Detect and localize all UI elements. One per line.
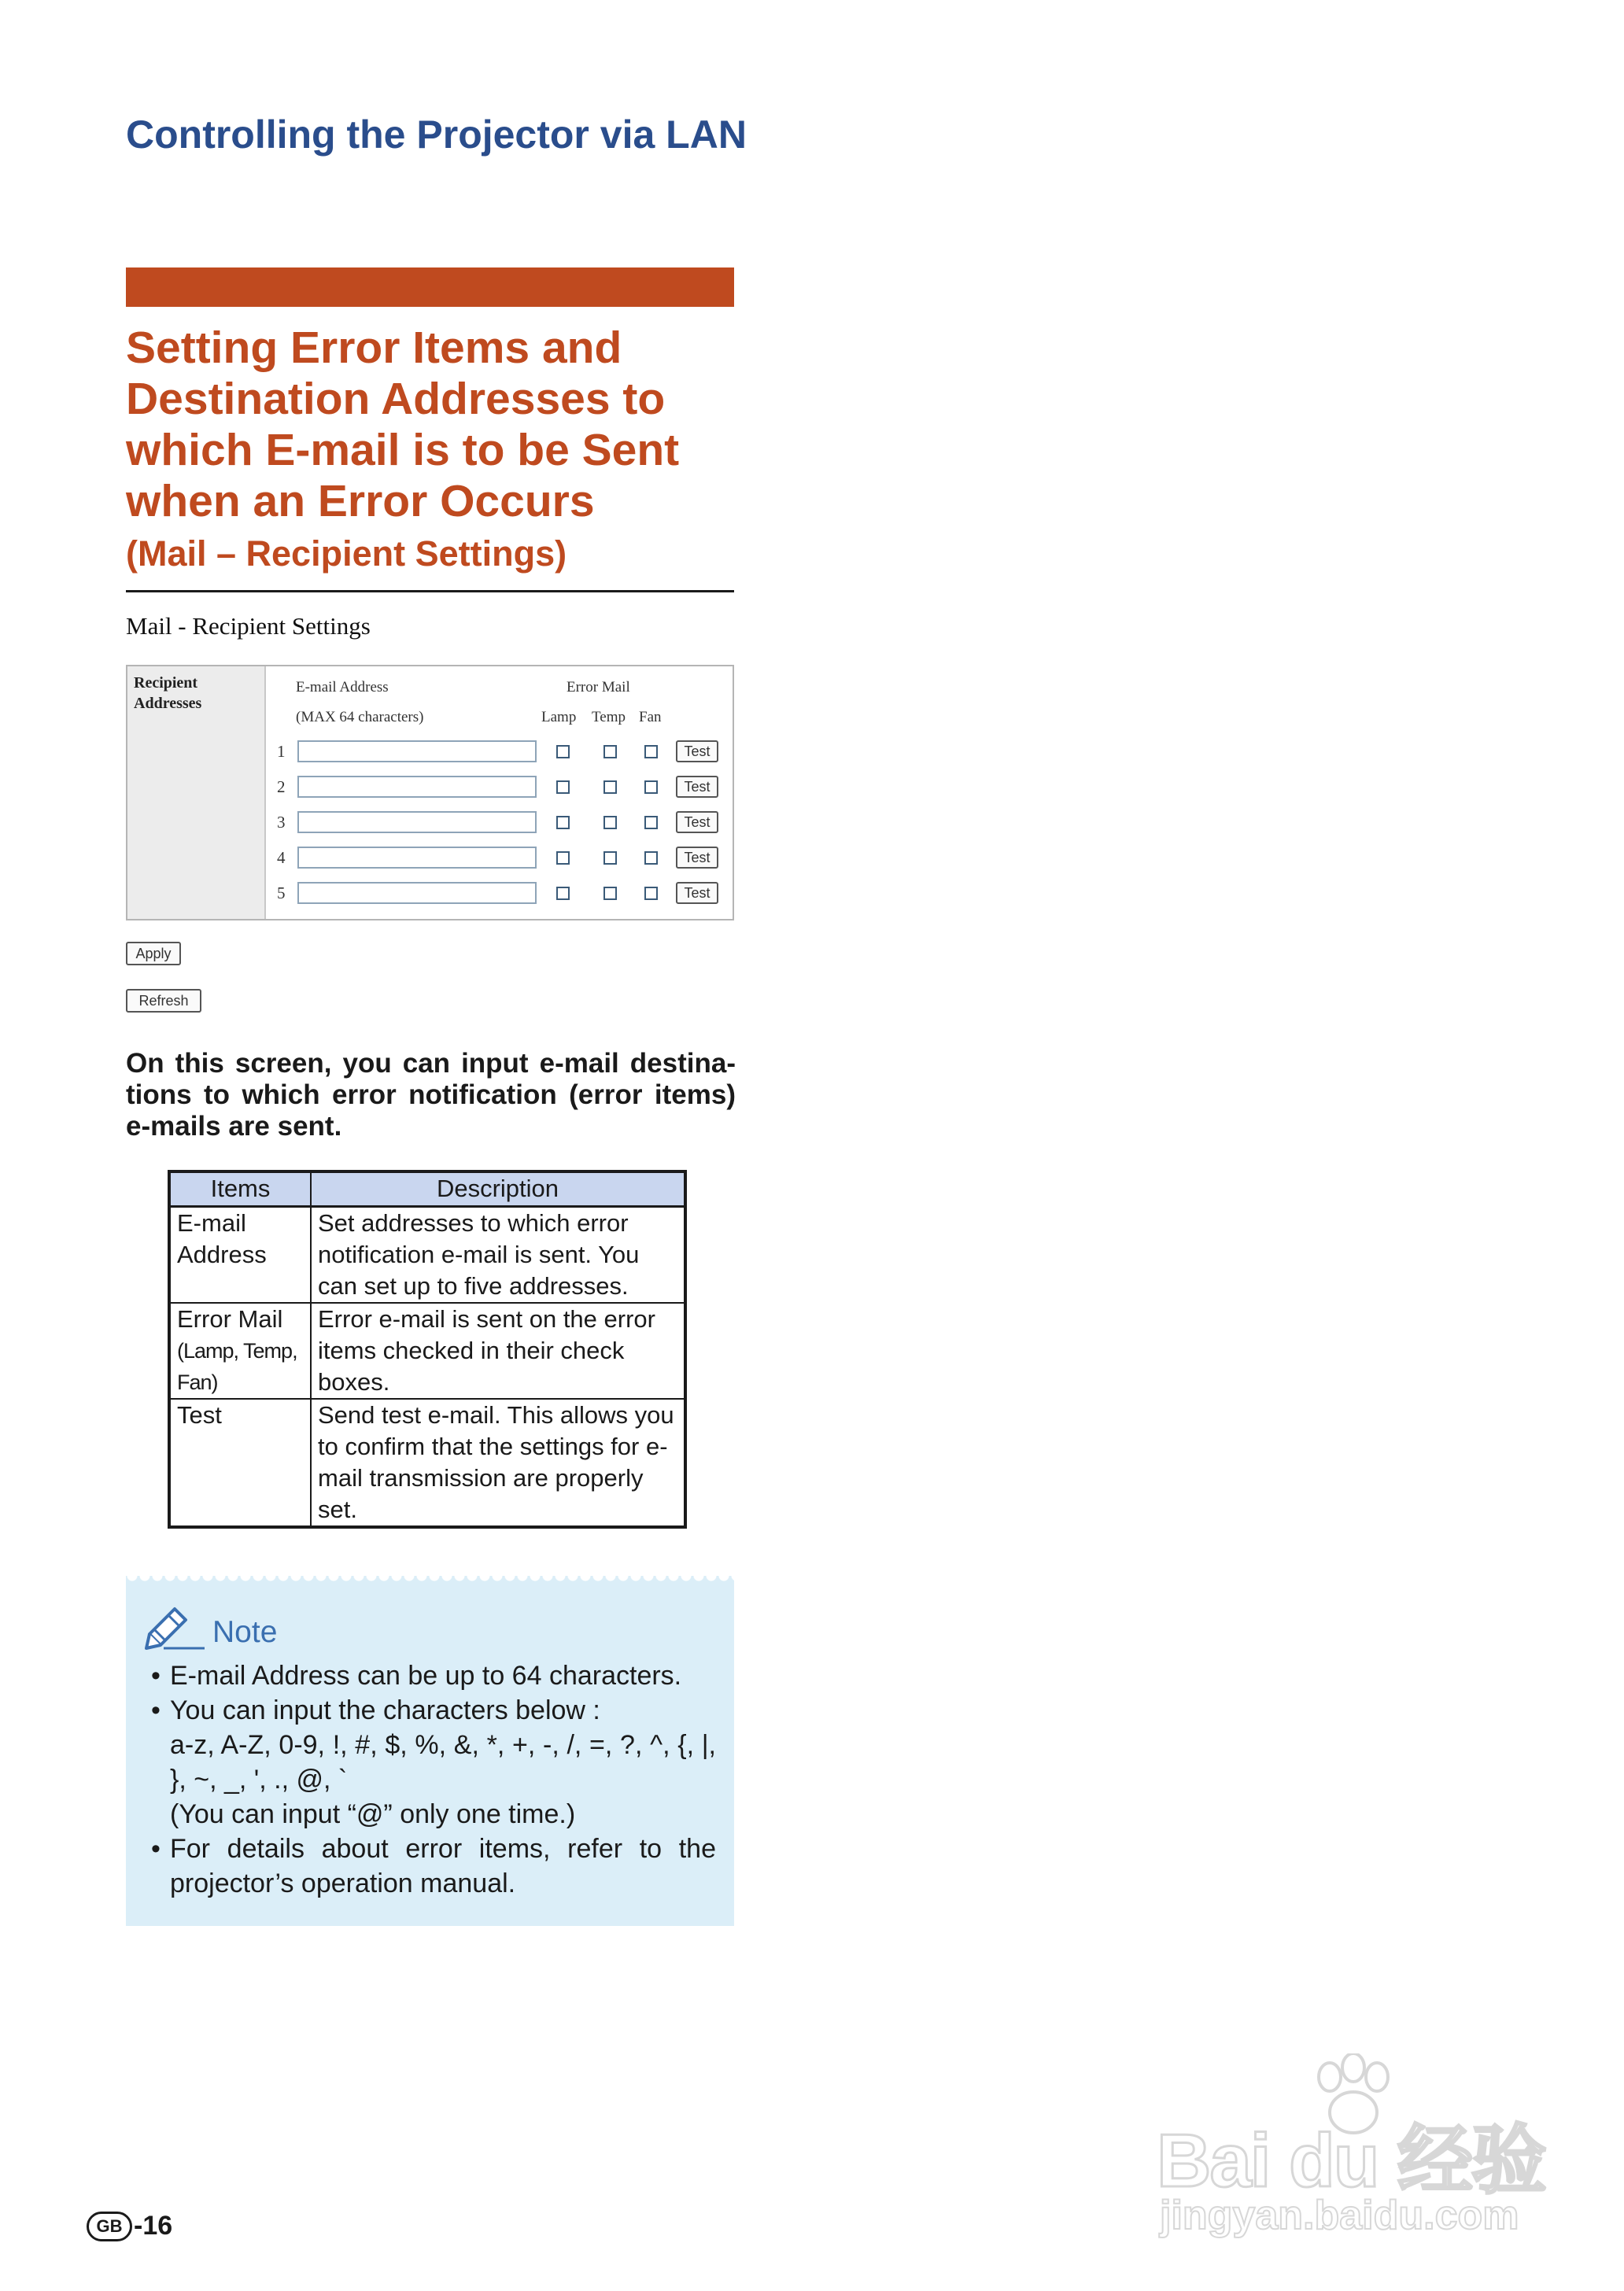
email-address-header: E-mail Address [296,679,389,695]
temp-checkbox-4[interactable] [603,851,617,865]
title-divider [126,590,734,592]
note-item [151,1658,716,1693]
table-row [169,1399,685,1527]
test-button-4[interactable]: Test [676,847,718,869]
note-text: (You can input “@” only one time.) [170,1799,576,1829]
items-description-table [168,1170,687,1529]
description-cell: Error e-mail is sent on the error items checked in their check boxes. [311,1303,685,1399]
page-number-text: -16 [134,2211,173,2241]
email-input-5[interactable] [297,882,537,904]
test-button-2[interactable]: Test [676,776,718,798]
main-title [126,323,747,527]
main-title-line: when an Error Occurs [126,476,595,526]
main-title-line: Destination Addresses to [126,374,666,424]
main-title-line: Setting Error Items and [126,323,622,373]
recipient-addresses-label: Recipient Addresses [134,674,202,712]
fan-checkbox-2[interactable] [644,780,658,794]
fan-column-header: Fan [639,709,662,725]
temp-checkbox-2[interactable] [603,780,617,794]
note-item [151,1693,716,1832]
bullet-icon: • [151,1834,161,1864]
lamp-checkbox-3[interactable] [556,816,570,829]
row-number: 1 [277,742,286,761]
temp-checkbox-3[interactable] [603,816,617,829]
fan-checkbox-4[interactable] [644,851,658,865]
description-column-header: Description [311,1171,685,1206]
temp-checkbox-1[interactable] [603,745,617,758]
note-box [126,1576,734,1926]
page-number [87,2211,172,2241]
test-button-1[interactable]: Test [676,740,718,762]
table-row [169,1303,685,1399]
form-left-panel [127,666,266,919]
sub-title: (Mail – Recipient Settings) [126,533,567,574]
error-mail-header: Error Mail [567,679,630,695]
email-input-3[interactable] [297,811,537,833]
item-subname: (Lamp, Temp, Fan) [177,1338,297,1394]
email-input-4[interactable] [297,847,537,869]
fan-checkbox-5[interactable] [644,887,658,900]
note-text: }, ~, _, ', ., @, ` [170,1765,348,1795]
table-row [169,1206,685,1303]
item-name: E-mail Address [177,1208,267,1268]
fan-checkbox-1[interactable] [644,745,658,758]
note-list [151,1658,716,1901]
main-title-line: which E-mail is to be Sent [126,425,680,475]
row-number: 4 [277,848,286,867]
title-accent-bar [126,267,734,307]
row-number: 2 [277,777,286,796]
lamp-checkbox-1[interactable] [556,745,570,758]
item-cell [169,1303,311,1399]
row-number: 5 [277,884,286,902]
watermark-main-text: Bai du 经验 [1157,2119,1546,2203]
item-cell [169,1399,311,1527]
recipient-settings-form [126,665,734,920]
temp-column-header: Temp [592,709,626,725]
temp-checkbox-5[interactable] [603,887,617,900]
refresh-button[interactable]: Refresh [126,989,201,1013]
section-header: Controlling the Projector via LAN [126,113,747,157]
email-max-chars-header: (MAX 64 characters) [296,709,424,725]
pencil-note-icon [145,1604,208,1651]
lamp-column-header: Lamp [541,709,577,725]
bullet-icon: • [151,1695,161,1725]
screen-title: Mail - Recipient Settings [126,612,371,640]
test-button-5[interactable]: Test [676,882,718,904]
item-name: Error Mail [177,1304,283,1333]
item-name: Test [177,1400,222,1429]
table-header-row [169,1171,685,1206]
gb-badge: GB [87,2212,132,2241]
intro-paragraph: On this screen, you can input e-mail destina-tions to which error notification (error items) e-mails are sent. [126,1048,736,1142]
item-cell [169,1206,311,1303]
apply-button[interactable]: Apply [126,942,181,965]
test-button-3[interactable]: Test [676,811,718,833]
note-scallop-edge [126,1576,734,1587]
note-text: E-mail Address can be up to 64 characters. [170,1661,682,1691]
row-number: 3 [277,813,286,832]
email-input-1[interactable] [297,740,537,762]
note-text: You can input the characters below : [170,1695,600,1725]
note-text: projector’s operation manual. [170,1869,516,1898]
description-cell: Send test e-mail. This allows you to confirm that the settings for e-mail transmission are properly set. [311,1399,685,1527]
note-text: For details about error items, refer to the [170,1834,716,1864]
bullet-icon: • [151,1661,161,1691]
lamp-checkbox-4[interactable] [556,851,570,865]
watermark-url-text: jingyan.baidu.com [1160,2193,1519,2238]
lamp-checkbox-5[interactable] [556,887,570,900]
baidu-watermark [1157,2053,1550,2258]
note-heading: Note [212,1615,278,1649]
description-cell: Set addresses to which error notification e-mail is sent. You can set up to five addresses. [311,1206,685,1303]
note-text: a-z, A-Z, 0-9, !, #, $, %, &, *, +, -, /, =, ?, ^, {, |, [170,1730,716,1760]
note-item [151,1832,716,1901]
email-input-2[interactable] [297,776,537,798]
fan-checkbox-3[interactable] [644,816,658,829]
lamp-checkbox-2[interactable] [556,780,570,794]
items-column-header: Items [169,1171,311,1206]
